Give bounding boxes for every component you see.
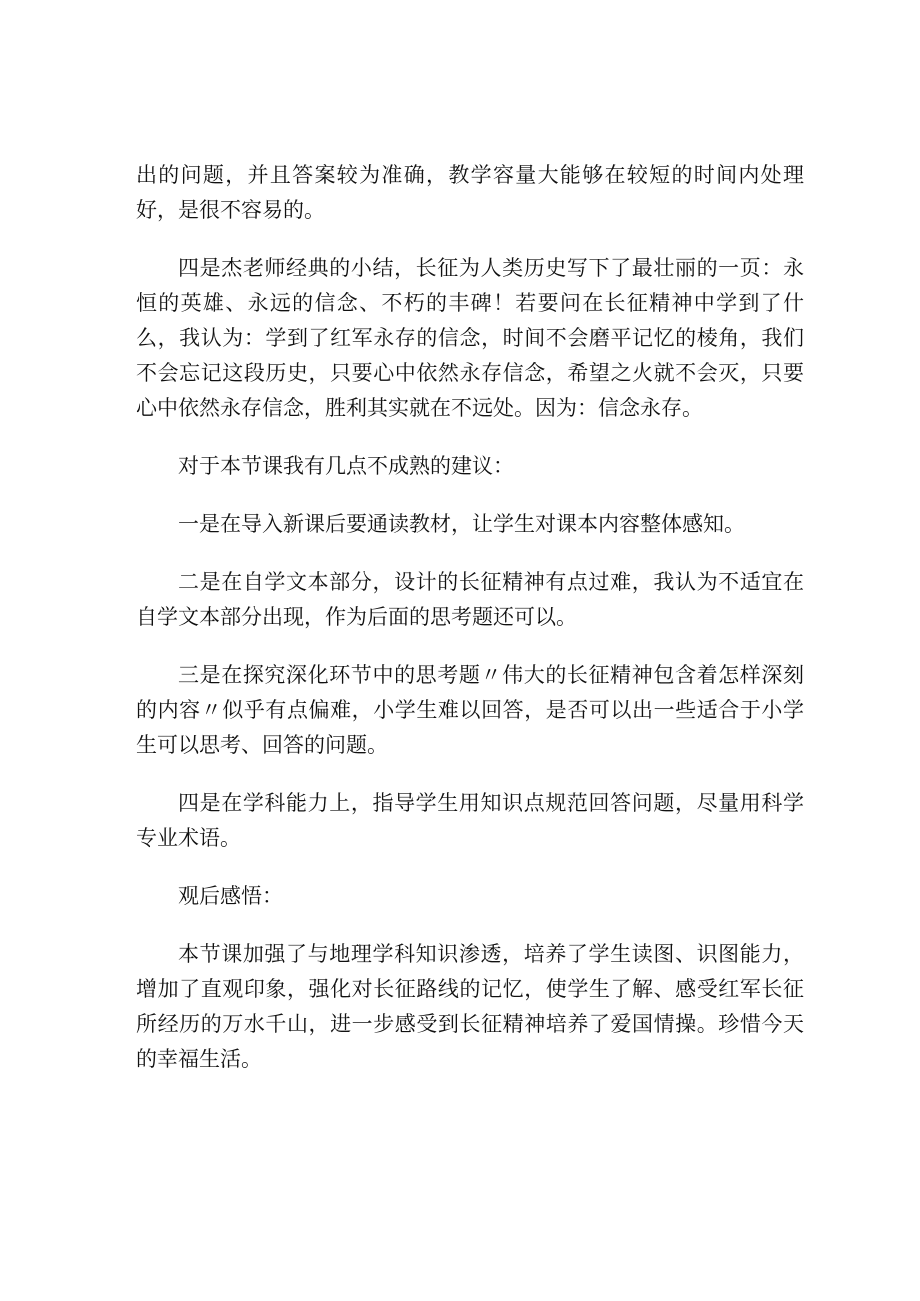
paragraph-suggestion-4: 四是在学科能力上，指导学生用知识点规范回答问题，尽量用科学专业术语。: [136, 791, 804, 850]
paragraph-reflection-heading: 观后感悟：: [178, 884, 283, 908]
paragraph-suggestion-3: 三是在探究深化环节中的思考题〃伟大的长征精神包含着怎样深刻的内容〃似乎有点偏难，小学生难以回答，是否可以出一些适合于小学生可以思考、回答的问题。: [136, 663, 804, 757]
paragraph-continuation: 出的问题，并且答案较为准确，教学容量大能够在较短的时间内处理好，是很不容易的。: [136, 163, 804, 222]
paragraph-suggestion-2: 二是在自学文本部分，设计的长征精神有点过难，我认为不适宜在自学文本部分出现，作为后面的思考题还可以。: [136, 570, 804, 629]
paragraph-suggestion-1: 一是在导入新课后要通读教材，让学生对课本内容整体感知。: [178, 512, 745, 536]
paragraph-summary: 四是杰老师经典的小结，长征为人类历史写下了最壮丽的一页：永恒的英雄、永远的信念、不朽的丰碑！若要问在长征精神中学到了什么，我认为：学到了红军永存的信念，时间不会磨平记忆的棱角，我们不会忘记这段历史，只要心中依然永存信念，希望之火就不会灭，只要心中依然永存信念，胜利其实就在不远处。因为：信念永存。: [136, 256, 804, 420]
document-body: [136, 158, 804, 1100]
paragraph-suggestions-intro: 对于本节课我有几点不成熟的建议：: [178, 454, 514, 478]
paragraph-reflection: 本节课加强了与地理学科知识渗透，培养了学生读图、识图能力，增加了直观印象，强化对长征路线的记忆，使学生了解、感受红军长征所经历的万水千山，进一步感受到长征精神培养了爱国情操。珍惜今天的幸福生活。: [136, 942, 804, 1071]
